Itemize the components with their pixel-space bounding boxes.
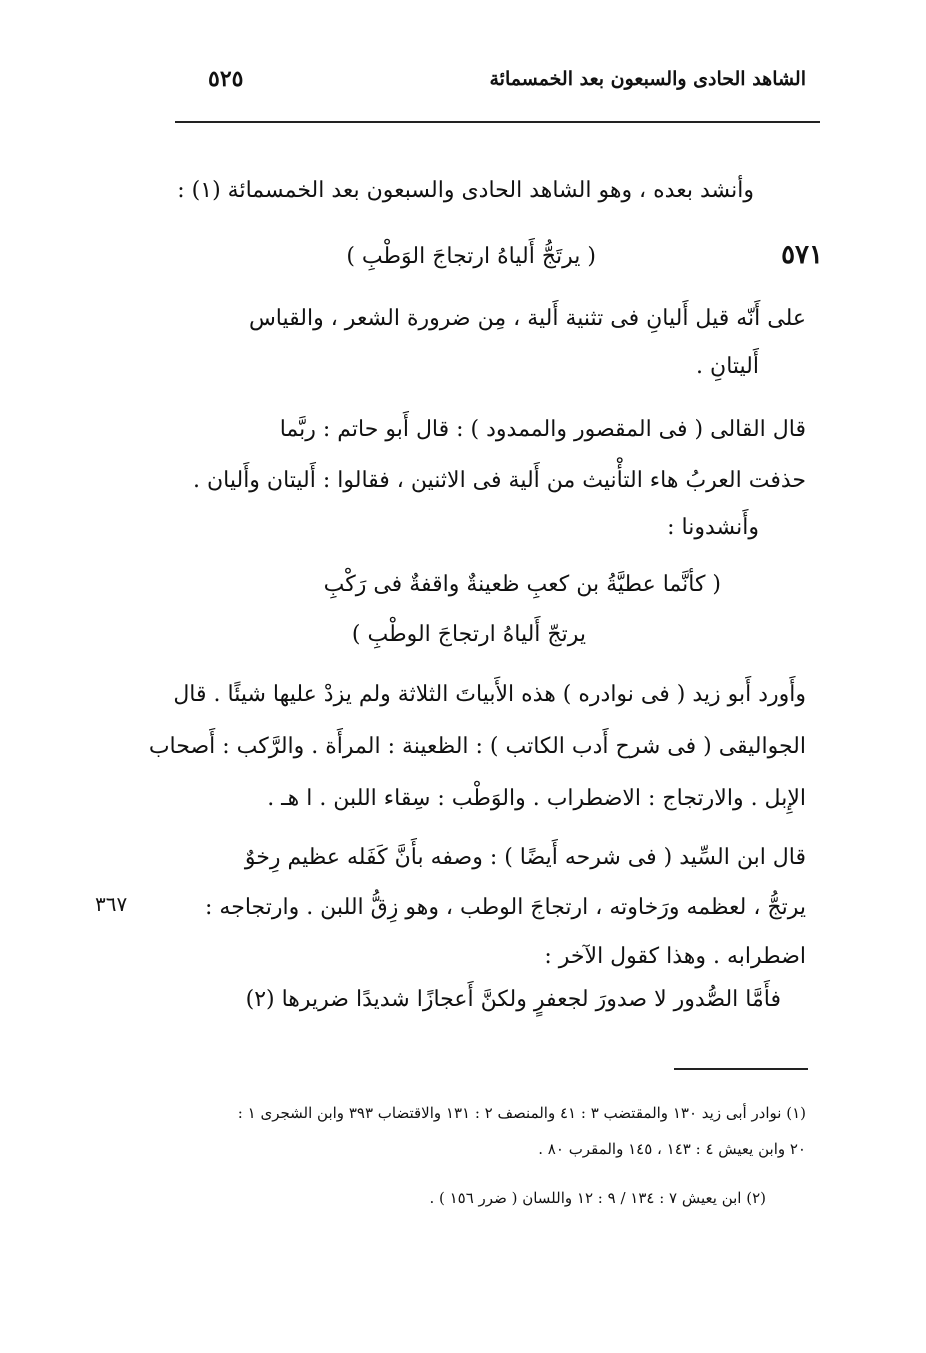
body-line-12: الإِبل . والارتجاج : الاضطراب . والوَطْب : سِقاء اللبن . ا هـ . [267, 786, 806, 811]
body-line-11: الجواليقى ( فى شرح أَدب الكاتب ) : الظعينة : المرأَة . والرَّكب : أَصحاب [148, 734, 806, 759]
body-line-14: يرتجُّ ، لعظمه ورَخاوته ، ارتجاجَ الوطب ، وهو زِقُّ اللبن . وارتجاجه : [205, 895, 806, 920]
footnote-rule [674, 1068, 808, 1070]
running-header-title: الشاهد الحادى والسبعون بعد الخمسمائة [489, 68, 806, 90]
verse-line-3: يرتجّ أَلياهُ ارتجاجَ الوطْبِ ) [351, 622, 586, 647]
footnote-2: (٢) ابن يعيش ٧ : ١٣٤ / ٩ : ١٢ واللسان ( ضرر ١٥٦ ) . [429, 1189, 766, 1207]
witness-number: ٥٧١ [781, 240, 823, 270]
margin-number: ٣٦٧ [95, 892, 128, 916]
body-line-6: حذفت العربُ هاء التأْنيث من أَلية فى الاثنين ، فقالوا : أَليتان وأَليان . [193, 468, 806, 493]
body-line-4: أَليتانِ . [696, 354, 759, 379]
body-line-1: وأنشد بعده ، وهو الشاهد الحادى والسبعون بعد الخمسمائة (١) : [177, 178, 754, 203]
verse-line-4: فأَمَّا الصُّدور لا صدورَ لجعفرٍ ولكنَّ أَعجازًا شديدًا ضريرها (٢) [245, 987, 781, 1012]
verse-line-1: ( يرتَجُّ أَلياهُ ارتجاجَ الوَطْبِ ) [346, 244, 596, 269]
body-line-10: وأَورد أَبو زيد ( فى نوادره ) هذه الأَبياتَ الثلاثة ولم يزدْ عليها شيئًا . قال [173, 682, 806, 707]
footnote-1-line-1: (١) نوادر أبى زيد ١٣٠ والمقتضب ٣ : ٤١ والمنصف ٢ : ١٣١ والاقتضاب ٣٩٣ وابن الشجرى ١ : [237, 1104, 806, 1122]
page-number: ٥٢٥ [208, 66, 244, 92]
body-line-7: وأَنشدونا : [667, 515, 759, 540]
body-line-15: اضطرابه . وهذا كقول الآخر : [544, 944, 806, 969]
footnote-1-line-2: ٢٠ وابن يعيش ٤ : ١٤٣ ، ١٤٥ والمقرب ٨٠ . [538, 1140, 806, 1158]
verse-line-2: ( كأنَّما عطيَّةُ بن كعبِ ظعينةٌ واقفةٌ فى رَكْبِ [323, 572, 721, 597]
header-rule [175, 121, 820, 123]
body-line-3: على أَنّه قيل أَليانِ فى تثنية أَلية ، مِن ضرورة الشعر ، والقياس [248, 306, 806, 331]
body-line-13: قال ابن السِّيد ( فى شرحه أَيضًا ) : وصفه بأَنَّ كَفَله عظيم رِخوٌ [244, 845, 806, 870]
body-line-5: قال القالى ( فى المقصور والممدود ) : قال أَبو حاتم : ربَّما [279, 417, 806, 442]
